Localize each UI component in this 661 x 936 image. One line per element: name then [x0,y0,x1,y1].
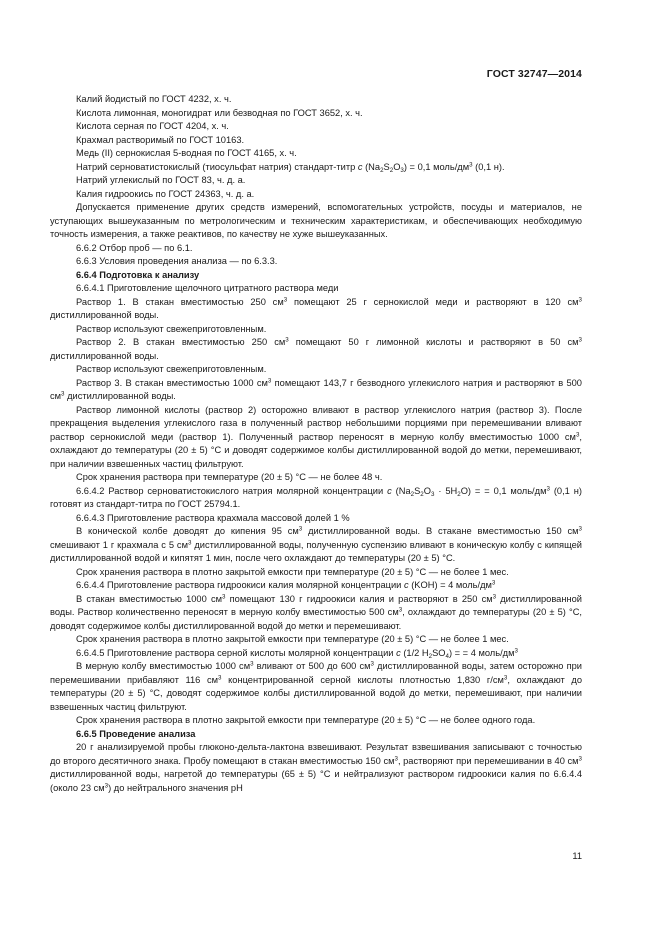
paragraph: Раствор лимонной кислоты (раствор 2) осторожно вливают в раствор углекислого натрия (раствор 3). После прекращения выделения углекислого газа в полученный раствор небольшими порциями при перемешивании вливают раствор сернокислой меди (раствор 1). Полученный раствор переносят в мерную колбу вместимостью 1000 $см^3$, охлаждают до температуры (20 ± 5) °С и доводят содержимое колбы дистиллированной водой до метки, перемешивают, при наличии взвешенных частиц фильтруют. [50,404,582,469]
paragraph: Крахмал растворимый по ГОСТ 10163. [76,134,245,145]
paragraph: В стакан вместимостью 1000 $см^3$ помещают 130 г гидроокиси калия и растворяют в 250 $см^3$ дистиллированной воды. Раствор количественно переносят в мерную колбу вместимостью 500 $см^3$, охлаждают до температуры (20 ± 5) °С, доводят содержимое колбы дистиллированной водой до метки и перемешивают. [50,593,583,631]
paragraph: 6.6.4.1 Приготовление щелочного цитратного раствора меди [76,283,339,293]
paragraph: Кислота серная по ГОСТ 4204, х. ч. [76,121,229,131]
paragraph: Срок хранения раствора в плотно закрытой емкости при температуре (20 ± 5) °С — не более 1 мес. [76,566,509,577]
paragraph: 6.6.4.5 Приготовление раствора серной кислоты молярной концентрации c (1/2 $H_2SO_4$) = = 4 моль/$дм^3$ [76,647,518,660]
paragraph: 6.6.4.2 Раствор серноватистокислого натрия молярной концентрации c $(Na_2S_2O_3 \cdot 5H_2O)$ = = 0,1 моль/$дм^3$ (0,1 н) готовят из стандарт-титра по ГОСТ 25794.1. [50,485,582,509]
page-number: 11 [572,851,582,861]
paragraph: Раствор 2. В стакан вместимостью 250 $см^3$ помещают 50 г лимонной кислоты и растворяют в 50 $см^3$ дистиллированной воды. [50,336,582,361]
paragraph: 6.6.2 Отбор проб — по 6.1. [76,242,193,253]
paragraph: Калий йодистый по ГОСТ 4232, х. ч. [76,94,232,104]
paragraph: В мерную колбу вместимостью 1000 $см^3$ вливают от 500 до 600 $см^3$ дистиллированной воды, затем осторожно при перемешивании прибавляют 116 $см^3$ концентрированной серной кислоты плотностью 1,830 $г/см^3$, охлаждают до температуры (20 ± 5) °С, доводят содержимое колбы дистиллированной водой до метки, перемешивают, при наличии взвешенных частиц фильтруют. [50,660,582,712]
paragraph: Допускается применение других средств измерений, вспомогательных устройств, посуды и материалов, не уступающих вышеуказанным по метрологическим и техническим характеристикам, и обеспечивающих необходимую точность измерения, а также реактивов, по качеству не хуже вышеуказанных. [50,202,582,239]
paragraph: Срок хранения раствора в плотно закрытой емкости при температуре (20 ± 5) °С — не более 1 мес. [76,634,509,644]
section-heading: 6.6.5 Проведение анализа [76,728,196,739]
paragraph: Раствор 3. В стакан вместимостью 1000 $см^3$ помещают 143,7 г безводного углекислого натрия и растворяют в 500 $см^3$ дистиллированной воды. [50,377,582,401]
paragraph: 6.6.4.3 Приготовление раствора крахмала массовой долей 1 % [76,512,350,523]
paragraph: Раствор 1. В стакан вместимостью 250 $см^3$ помещают 25 г сернокислой меди и растворяют в 120 $см^3$ дистиллированной воды. [50,296,582,320]
paragraph: 20 г анализируемой пробы глюконо-дельта-лактона взвешивают. Результат взвешивания записывают с точностью до второго десятичного знака. Пробу помещают в стакан вместимостью 150 $см^3$, растворяют при перемешивании в 40 $см^3$ дистиллированной воды, нагретой до температуры (65 ± 5) °С и нейтрализуют раствором гидроокиси калия по 6.6.4.4 (около 23 $см^3$) до нейтрального значения pH [50,742,582,793]
standard-code-header: ГОСТ 32747—2014 [486,68,582,80]
paragraph: Кислота лимонная, моногидрат или безводная по ГОСТ 3652, х. ч. [76,107,363,118]
paragraph: Раствор используют свежеприготовленным. [76,364,267,374]
paragraph: 6.6.3 Условия проведения анализа — по 6.3.3. [76,256,278,266]
paragraph: В конической колбе доводят до кипения 95 $см^3$ дистиллированной воды. В стакане вместимостью 150 $см^3$ смешивают 1 г крахмала с 5 $см^3$ дистиллированной воды, полученную суспензию вливают в коническую колбу с кипящей дистиллированной водой и кипятят 1 мин, после чего охлаждают до температуры (20 ± 5) °С. [50,525,582,563]
paragraph: Срок хранения раствора в плотно закрытой емкости при температуре (20 ± 5) °С — не более одного года. [76,715,536,725]
paragraph: Раствор используют свежеприготовленным. [76,323,267,334]
section-heading: 6.6.4 Подготовка к анализу [76,269,200,280]
paragraph: Натрий углекислый по ГОСТ 83, ч. д. а. [76,175,246,185]
paragraph: Срок хранения раствора при температуре (20 ± 5) °С — не более 48 ч. [76,472,383,482]
paragraph: Натрий серноватистокислый (тиосульфат натрия) стандарт-титр c $(Na_2S_2O_3) = 0,1$ моль/$дм^3$ (0,1 н). [76,161,505,174]
paragraph: Медь (II) сернокислая 5-водная по ГОСТ 4165, х. ч. [76,148,297,158]
paragraph: Калия гидроокись по ГОСТ 24363, ч. д. а. [76,188,255,199]
document-body [50,93,582,795]
paragraph: 6.6.4.4 Приготовление раствора гидроокиси калия молярной концентрации c (KOH) = 4 моль/$дм^3$ [76,579,496,590]
